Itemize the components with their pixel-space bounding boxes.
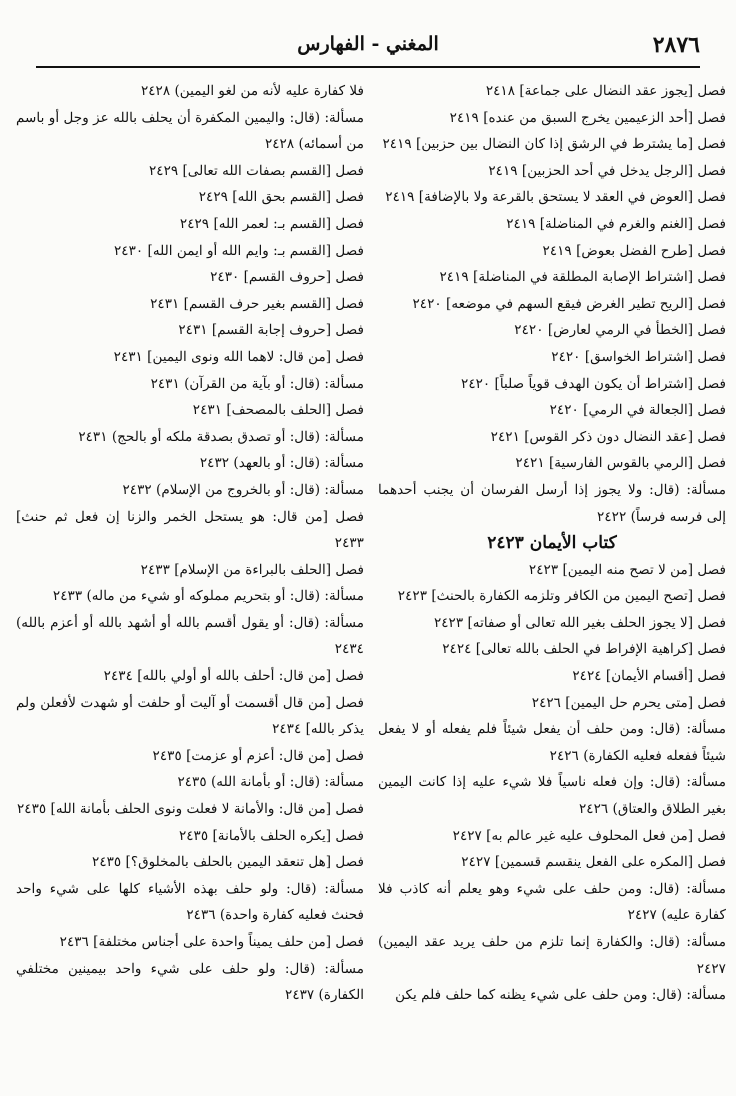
index-entry: مسألة: (قال: ولو حلف على شيء واحد بيمينين مختلفي الكفارة) ٢٤٣٧ [16,960,364,1004]
index-entry: فصل [الحلف بالمصحف] ٢٤٣١ [192,402,364,419]
index-entry: فصل [القسم بـ: لعمر الله] ٢٤٢٩ [179,215,364,232]
index-entry: فصل [من قال: والأمانة لا فعلت ونوى الحلف بأمانة الله] ٢٤٣٥ [17,801,364,818]
index-entry: فصل [القسم بصفات الله تعالى] ٢٤٢٩ [148,162,364,179]
index-entry: مسألة: (قال: أو يقول أقسم بالله أو أشهد بالله أو أعزم بالله) ٢٤٣٤ [16,614,364,658]
index-entry: فصل [القسم بحق الله] ٢٤٢٩ [198,189,364,206]
index-entry: فصل [حروف القسم] ٢٤٣٠ [210,269,364,286]
index-entry: كتاب الأيمان ٢٤٢٣ [487,533,617,554]
index-entry: فصل [العوض في العقد لا يستحق بالقرعة ولا بالإضافة] ٢٤١٩ [385,189,726,206]
index-entry: فصل [من لا تصح منه اليمين] ٢٤٢٣ [528,561,726,578]
index-entry: مسألة: (قال: أو بأمانة الله) ٢٤٣٥ [177,774,364,791]
index-entry: فصل [الرجل يدخل في أحد الحزبين] ٢٤١٩ [488,162,726,179]
index-entry: فصل [الجعالة في الرمي] ٢٤٢٠ [549,402,726,419]
index-entry: فلا كفارة عليه لأنه من لغو اليمين) ٢٤٢٨ [140,83,364,99]
index-entry: مسألة: (قال: أو تصدق بصدقة ملكه أو بالحج) ٢٤٣١ [78,428,364,445]
index-entry: فصل [هل تنعقد اليمين بالحلف بالمخلوق؟] ٢٤٣٥ [92,854,364,871]
page-header [36,30,700,68]
index-entry: فصل [القسم بغير حرف القسم] ٢٤٣١ [150,295,364,312]
index-entry: فصل [أقسام الأيمان] ٢٤٢٤ [572,668,726,685]
index-entry: فصل [كراهية الإفراط في الحلف بالله تعالى] ٢٤٢٤ [442,641,726,658]
index-entry: فصل [ما يشترط في الرشق إذا كان النضال بين حزبين] ٢٤١٩ [382,136,726,153]
index-entry: فصل [حروف إجابة القسم] ٢٤٣١ [178,322,364,339]
right-column [378,78,726,1009]
left-column [16,78,364,1009]
page-number: ٢٨٧٦ [652,32,700,58]
index-entry: فصل [من قال: لاهما الله ونوى اليمين] ٢٤٣١ [113,348,364,365]
index-entry: مسألة: (قال: أو بالخروج من الإسلام) ٢٤٣٢ [122,481,364,498]
index-entry: فصل [لا يجوز الحلف بغير الله تعالى أو صفاته] ٢٤٢٣ [433,614,726,631]
index-entry: مسألة: (قال: وإن فعله ناسياً فلا شيء عليه إذا كانت اليمين بغير الطلاق والعتاق) ٢٤٢٦ [378,774,726,818]
index-entry: فصل [الخطأ في الرمي لعارض] ٢٤٢٠ [514,322,726,339]
index-entry: مسألة: (قال: أو بآية من القرآن) ٢٤٣١ [150,375,364,392]
index-entry: فصل [عقد النضال دون ذكر القوس] ٢٤٢١ [490,428,726,445]
index-entry: فصل [الحلف بالبراءة من الإسلام] ٢٤٣٣ [140,561,364,578]
index-entry: مسألة: (قال: أو بالعهد) ٢٤٣٢ [199,455,364,472]
index-entry: فصل [الغنم والغرم في المناضلة] ٢٤١٩ [506,215,726,232]
index-entry: فصل [طرح الفضل بعوض] ٢٤١٩ [542,242,726,259]
index-entry: فصل [المكره على الفعل ينقسم قسمين] ٢٤٢٧ [461,854,726,871]
index-entry: فصل [من قال: هو يستحل الخمر والزنا إن فعل ثم حنث] ٢٤٣٣ [16,508,364,552]
index-entry: فصل [من فعل المحلوف عليه غير عالم به] ٢٤٢٧ [452,827,726,844]
index-entry: فصل [اشتراط الخواسق] ٢٤٢٠ [551,348,726,365]
index-entry: مسألة: (قال: ولا يجوز إذا أرسل الفرسان أن يجنب أحدهما إلى فرسه فرساً) ٢٤٢٢ [378,481,726,525]
index-entry: فصل [متى يحرم حل اليمين] ٢٤٢٦ [531,694,726,711]
index-entry: فصل [القسم بـ: وايم الله أو ايمن الله] ٢٤٣٠ [114,242,364,259]
index-entry: مسألة: (قال: ومن حلف على شيء يظنه كما حلف فلم يكن [395,987,726,1004]
index-entry: فصل [يجوز عقد النضال على جماعة] ٢٤١٨ [485,83,726,99]
index-entry: فصل [أحد الزعيمين يخرج السبق من عنده] ٢٤١٩ [449,109,726,126]
index-entry: مسألة: (قال: أو بتحريم مملوكه أو شيء من ماله) ٢٤٣٣ [52,588,364,605]
index-entry: فصل [من حلف يميناً واحدة على أجناس مختلفة] ٢٤٣٦ [59,934,364,950]
index-entry: فصل [الرمي بالقوس الفارسية] ٢٤٢١ [515,455,726,472]
index-entry: فصل [من قال: أعزم أو عزمت] ٢٤٣٥ [152,747,364,764]
running-title: المغني - الفهارس [297,33,439,55]
index-entry: فصل [اشتراط أن يكون الهدف قوياً صلباً] ٢٤٢٠ [461,375,726,392]
index-entry: فصل [يكره الحلف بالأمانة] ٢٤٣٥ [178,827,364,844]
index-entry: مسألة: (قال: ولو حلف بهذه الأشياء كلها على شيء واحد فحنث فعليه كفارة واحدة) ٢٤٣٦ [16,880,364,924]
index-entry: مسألة: (قال: ومن حلف أن يفعل شيئاً فلم يفعله أو لا يفعل شيئاً ففعله فعليه الكفارة) ٢٤٢٦ [378,721,726,764]
index-entry: مسألة: (قال: واليمين المكفرة أن يحلف بالله عز وجل أو باسم من أسمائه) ٢٤٢٨ [16,109,364,153]
index-entry: فصل [تصح اليمين من الكافر وتلزمه الكفارة بالحنث] ٢٤٢٣ [397,588,726,605]
index-entry: مسألة: (قال: ومن حلف على شيء وهو يعلم أنه كاذب فلا كفارة عليه) ٢٤٢٧ [378,880,726,924]
index-entry: فصل [اشتراط الإصابة المطلقة في المناضلة] ٢٤١٩ [439,269,726,286]
index-entry: فصل [من قال: أحلف بالله أو أولي بالله] ٢٤٣٤ [103,668,364,685]
index-entry: فصل [من قال أقسمت أو آليت أو حلفت أو شهدت لأفعلن ولم يذكر بالله] ٢٤٣٤ [16,694,364,738]
index-entry: فصل [الريح تطير الغرض فيقع السهم في موضعه] ٢٤٢٠ [412,295,726,312]
index-entry: مسألة: (قال: والكفارة إنما تلزم من حلف يريد عقد اليمين) ٢٤٢٧ [378,934,726,977]
